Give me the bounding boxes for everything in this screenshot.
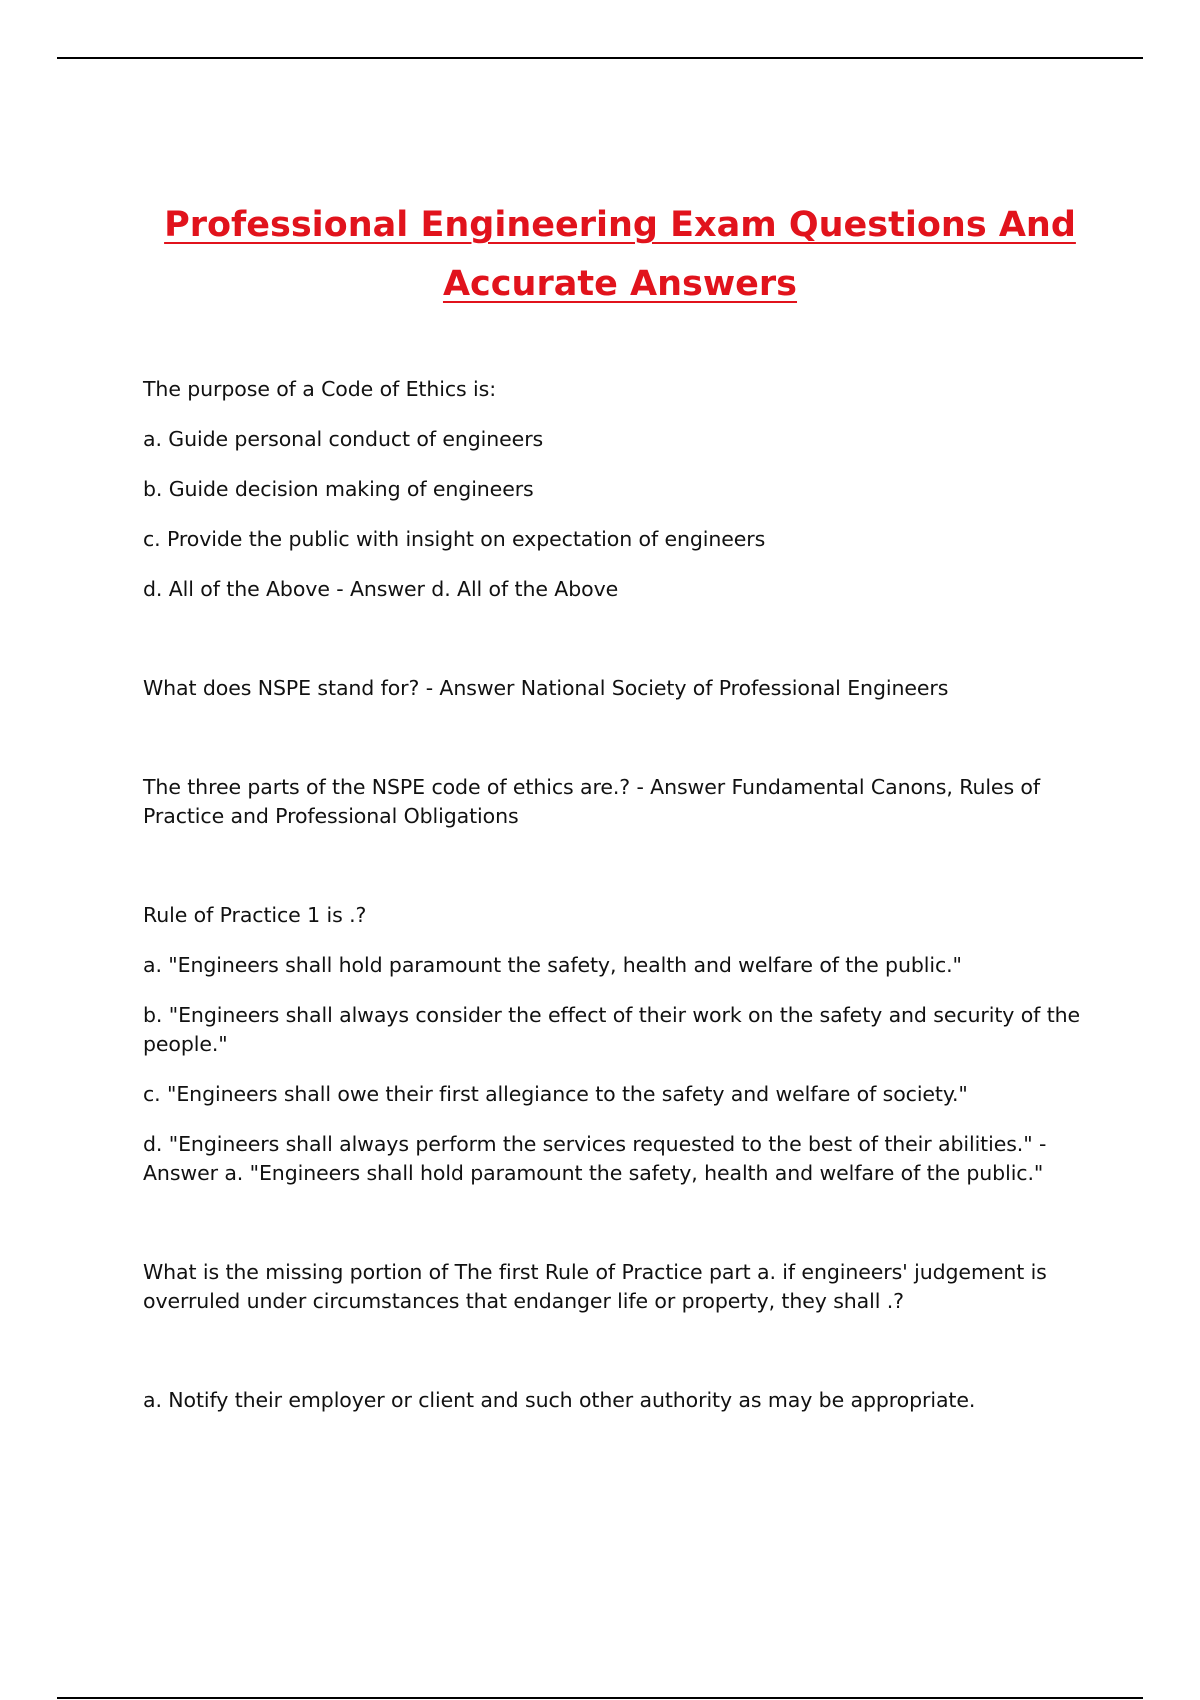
question-text: The purpose of a Code of Ethics is:: [143, 377, 496, 401]
question-block-code-of-ethics: [143, 375, 1103, 604]
question-text: What does NSPE stand for? - Answer National Society of Professional Engineers: [143, 676, 949, 700]
answer-option-a: a. "Engineers shall hold paramount the safety, health and welfare of the public.": [143, 953, 962, 977]
top-divider: [57, 57, 1143, 59]
answer-option-d: d. "Engineers shall always perform the services requested to the best of their abilities." - Answer a. "Engineers shall hold paramount the safety, health and welfare of the public.": [143, 1132, 1047, 1185]
bottom-divider: [57, 1697, 1143, 1699]
document-title-text: Professional Engineering Exam Questions And Accurate Answers: [164, 205, 1076, 304]
answer-option-c: c. Provide the public with insight on expectation of engineers: [143, 527, 766, 551]
question-block-rule-of-practice-1: [143, 901, 1103, 1188]
answer-option-b: b. Guide decision making of engineers: [143, 477, 534, 501]
question-text: The three parts of the NSPE code of ethics are.? - Answer Fundamental Canons, Rules of Practice and Professional Obligations: [143, 775, 1040, 828]
document-title: [120, 196, 1120, 314]
spacer: [143, 831, 1103, 901]
spacer: [143, 604, 1103, 674]
answer-option-b: b. "Engineers shall always consider the effect of their work on the safety and security of the people.": [143, 1003, 1081, 1056]
answer-block-notify: [143, 1386, 1103, 1415]
question-text: What is the missing portion of The first Rule of Practice part a. if engineers' judgement is overruled under circumstances that endanger life or property, they shall .?: [143, 1260, 1047, 1313]
question-block-nspe-parts: [143, 773, 1103, 831]
question-text: Rule of Practice 1 is .?: [143, 903, 367, 927]
document-body: [143, 375, 1103, 1415]
spacer: [143, 1188, 1103, 1258]
answer-option-d: d. All of the Above - Answer d. All of the Above: [143, 577, 619, 601]
answer-option-a: a. Guide personal conduct of engineers: [143, 427, 544, 451]
question-block-missing-portion: [143, 1258, 1103, 1316]
spacer: [143, 703, 1103, 773]
spacer: [143, 1316, 1103, 1386]
answer-option-c: c. "Engineers shall owe their first allegiance to the safety and welfare of society.": [143, 1082, 968, 1106]
answer-option-a: a. Notify their employer or client and such other authority as may be appropriate.: [143, 1388, 976, 1412]
question-block-nspe: [143, 674, 1103, 703]
